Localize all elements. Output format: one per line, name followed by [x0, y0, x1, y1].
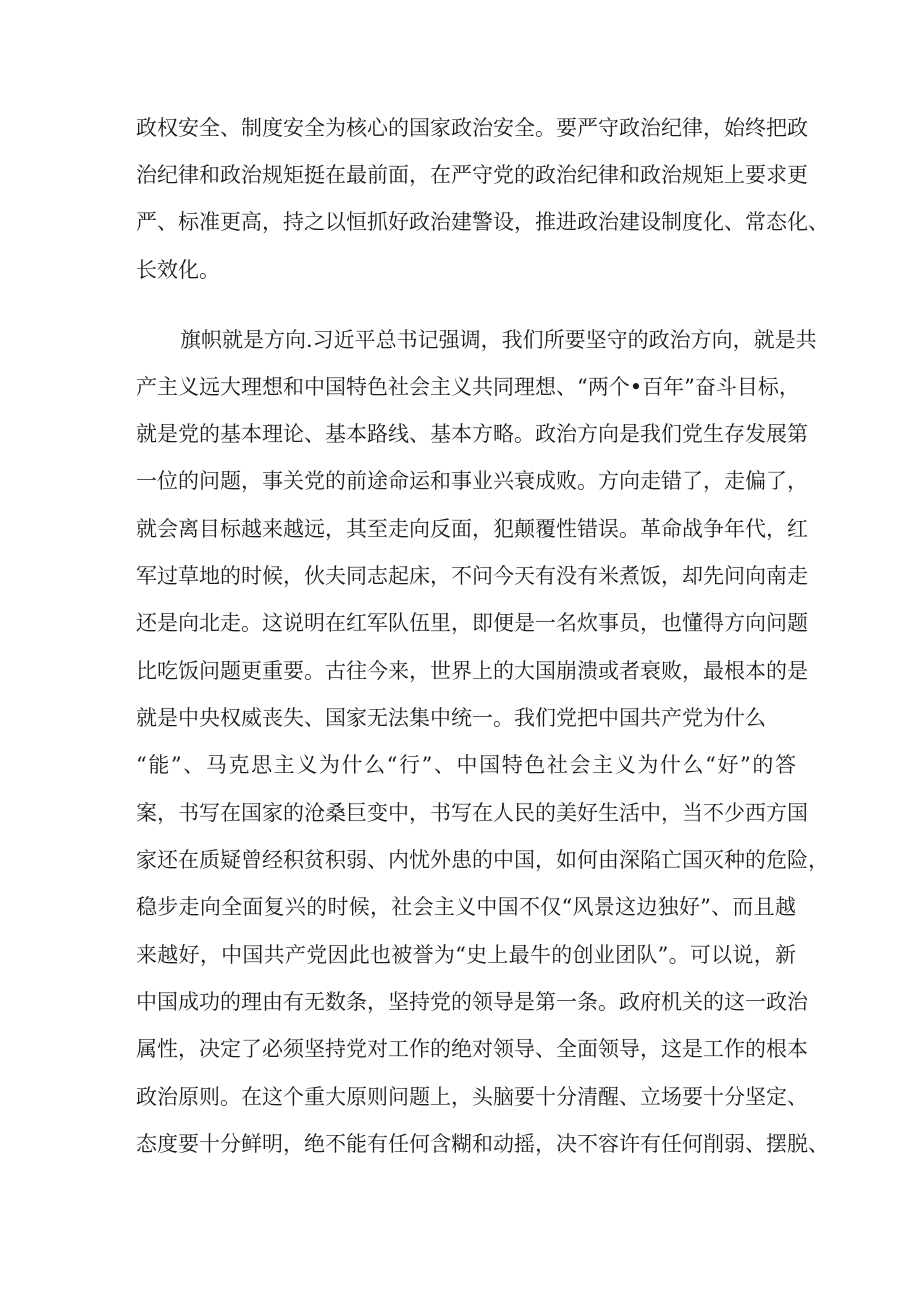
- paragraph-2-line-10: “能”、马克思主义为什么“行”、中国特色社会主义为什么“好”的答: [136, 753, 796, 777]
- paragraph-2-line-17: 政治原则。在这个重大原则问题上，头脑要十分清醒、立场要十分坚定、: [136, 1085, 808, 1109]
- paragraph-2-line-2: 产主义远大理想和中国特色社会主义共同理想、“两个•百年”奋斗目标，: [136, 375, 800, 399]
- paragraph-2-line-4: 一位的问题，事关党的前途命运和事业兴衰成败。方向走错了，走偏了，: [136, 469, 808, 493]
- paragraph-2-line-8: 比吃饭问题更重要。古往今来，世界上的大国崩溃或者衰败，最根本的是: [136, 659, 808, 683]
- paragraph-2-line-12: 家还在质疑曾经积贫积弱、内忧外患的中国，如何由深陷亡国灭种的危险，: [136, 848, 829, 872]
- paragraph-2-line-15: 中国成功的理由有无数条，坚持党的领导是第一条。政府机关的这一政治: [136, 990, 808, 1014]
- paragraph-1-line-2: 治纪律和政治规矩挺在最前面，在严守党的政治纪律和政治规矩上要求更: [136, 163, 808, 187]
- paragraph-2-line-1: 旗帜就是方向.习近平总书记强调，我们所要坚守的政治方向，就是共: [180, 328, 817, 352]
- paragraph-2-line-7: 还是向北走。这说明在红军队伍里，即便是一名炊事员，也懂得方向问题: [136, 611, 808, 635]
- paragraph-2-line-9: 就是中央权威丧失、国家无法集中统一。我们党把中国共产党为什么: [136, 706, 766, 730]
- paragraph-1-line-1: 政权安全、制度安全为核心的国家政治安全。要严守政治纪律，始终把政: [136, 116, 808, 140]
- paragraph-1-line-3: 严、标准更高，持之以恒抓好政治建警设，推进政治建设制度化、常态化、: [136, 210, 829, 234]
- paragraph-2-line-18: 态度要十分鲜明，绝不能有任何含糊和动摇，决不容许有任何削弱、摆脱、: [136, 1132, 829, 1156]
- paragraph-2-line-13: 稳步走向全面复兴的时候，社会主义中国不仅“风景这边独好”、而且越: [136, 895, 796, 919]
- paragraph-2-line-3: 就是党的基本理论、基本路线、基本方略。政治方向是我们党生存发展第: [136, 422, 808, 446]
- paragraph-2-line-14: 来越好，中国共产党因此也被誉为“史上最牛的创业团队”。可以说，新: [136, 943, 796, 967]
- paragraph-2-line-5: 就会离目标越来越远，其至走向反面，犯颠覆性错误。革命战争年代，红: [136, 517, 808, 541]
- paragraph-2-line-16: 属性，决定了必须坚持党对工作的绝对领导、全面领导，这是工作的根本: [136, 1037, 808, 1061]
- paragraph-2-line-11: 案，书写在国家的沧桑巨变中，书写在人民的美好生活中，当不少西方国: [136, 801, 808, 825]
- paragraph-1-line-4: 长效化。: [136, 258, 220, 282]
- paragraph-2-line-6: 军过草地的时候，伙夫同志起床，不问今天有没有米煮饭，却先问向南走: [136, 564, 808, 588]
